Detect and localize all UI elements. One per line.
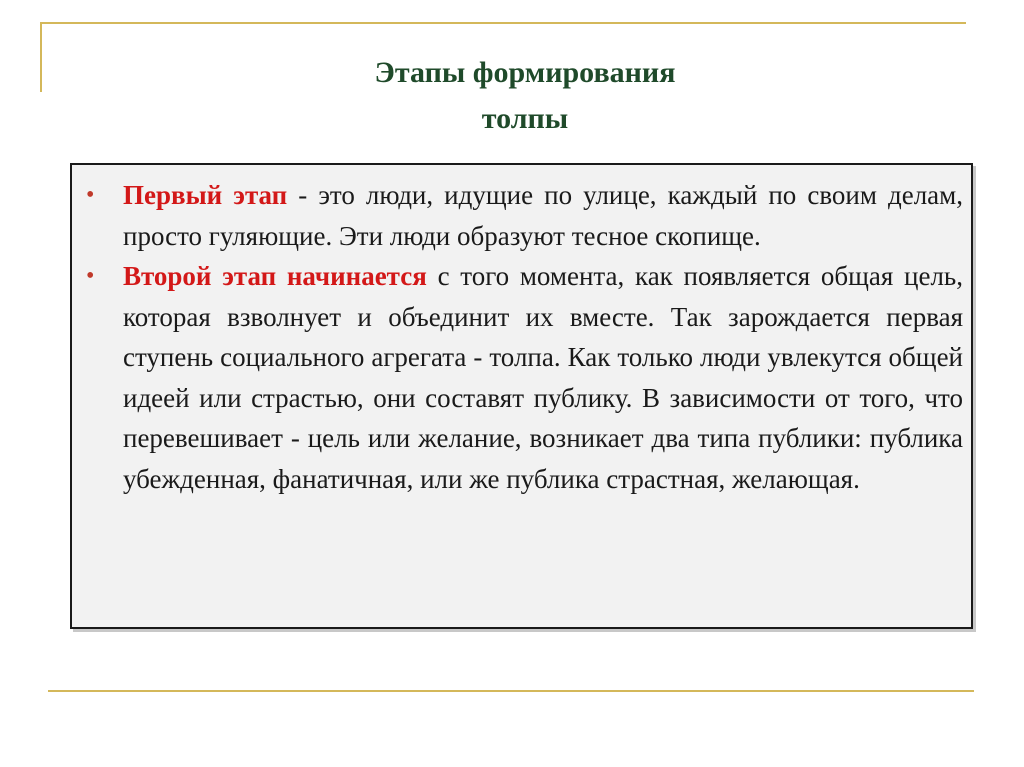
bullet-list <box>72 165 971 499</box>
bullet-lead-second-stage: Второй этап начинается <box>123 261 427 291</box>
slide-title <box>0 50 1024 142</box>
bullet-dot-icon: • <box>86 263 95 289</box>
bullet-text-first-stage: - это люди, идущие по улице, каждый по своим делам, просто гуляющие. Эти люди образуют тесное скопище. <box>123 180 963 251</box>
slide-title-line-2: толпы <box>481 102 569 135</box>
slide-title-line-1: Этапы формирования <box>374 56 676 89</box>
content-box <box>70 163 973 629</box>
bullet-text-second-stage: с того момента, как появляется общая цель, которая взволнует и объединит их вместе. Так зарождается первая ступень социального агрегата - толпа. Как только люди увлекутся общей идеей или страстью, они составят публику. В зависимости от того, что перевешивает - цель или желание, возникает два типа публики: публика убежденная, фанатичная, или же публика страстная, желающая. <box>123 261 963 494</box>
decor-rule-top <box>40 22 966 24</box>
bullet-dot-icon: • <box>86 182 95 208</box>
bullet-lead-first-stage: Первый этап <box>123 180 288 210</box>
bullet-item-first-stage <box>86 175 963 256</box>
decor-rule-bottom <box>48 690 974 692</box>
bullet-item-second-stage <box>86 256 963 499</box>
